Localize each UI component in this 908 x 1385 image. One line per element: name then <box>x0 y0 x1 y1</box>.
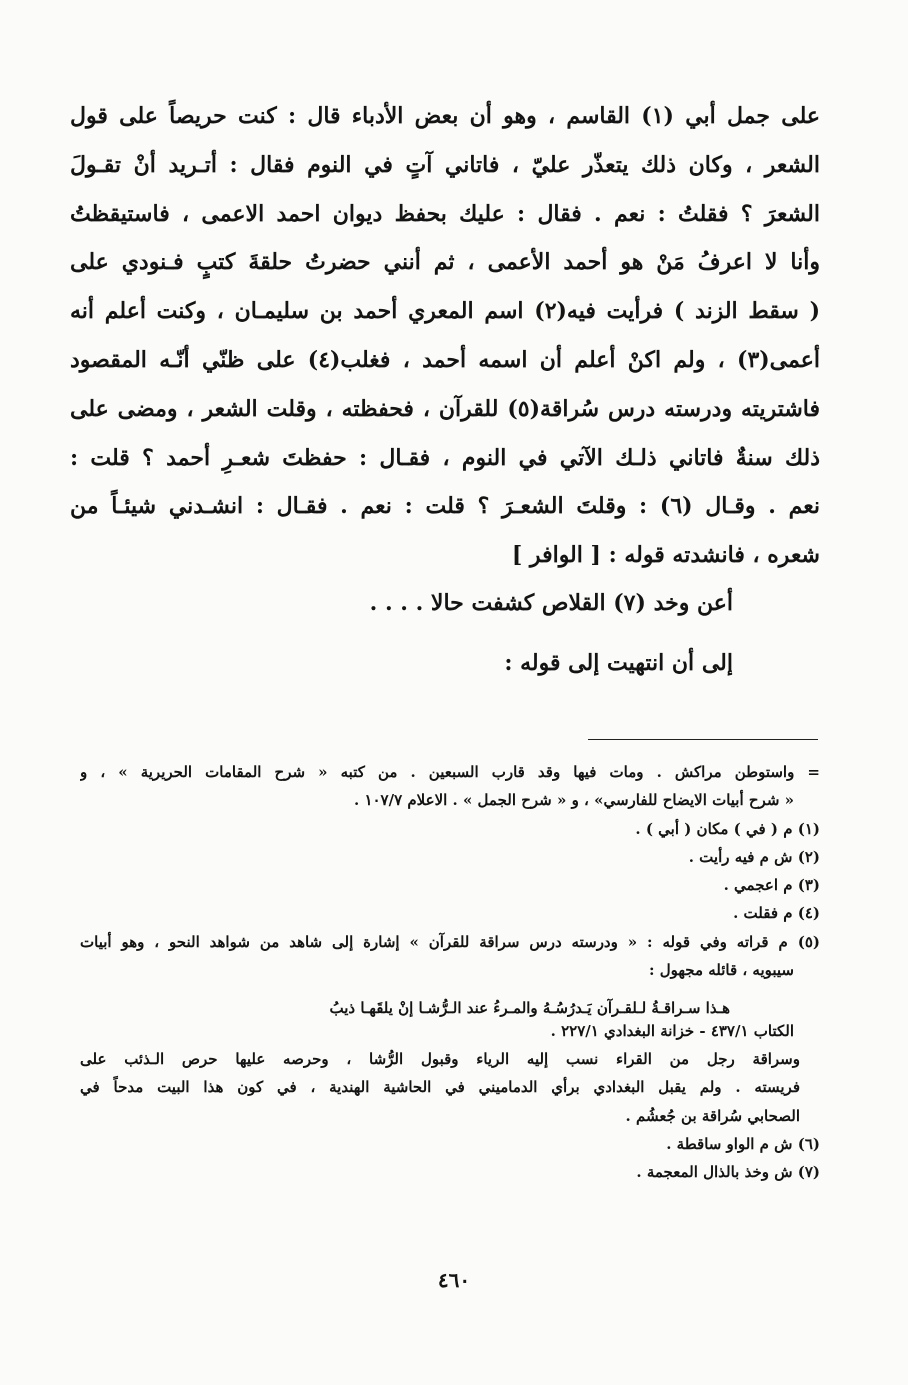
text-line: الشعرَ ؟ فقلتُ : نعم . فقال : عليك بحفظ ديوان احمد الاعمى ، فاستيقظتُ <box>70 200 820 227</box>
footnote-4: (٤) م فقلت . <box>733 904 820 923</box>
footnote-continuation: « شرح أبيات الايضاح للفارسي» ، و « شرح الجمل » . الاعلام ١٠٧/٧ . <box>353 791 794 810</box>
footnote-1: (١) م ( في ) مكان ( أبي ) . <box>635 819 820 838</box>
text-line: فاشتريته ودرسته درس سُراقة(٥) للقرآن ، فحفظته ، وقلت الشعر ، ومضى على <box>70 395 820 422</box>
footnote-continuation: = واستوطن مراكش . ومات فيها وقد قارب السبعين . من كتبه « شرح المقامات الحريرية » ، و <box>80 763 820 781</box>
text-line: على جمل أبي (١) القاسم ، وهو أن بعض الأدباء قال : كنت حريصاً على قول <box>70 103 820 129</box>
footnotes <box>80 758 820 1186</box>
page-number: ٤٦٠ <box>437 1268 471 1292</box>
text-line: الشعر ، وكان ذلك يتعذّر عليّ ، فاتاني آتٍ في النوم فقال : أتـريد أنْ تقـولَ <box>70 151 820 178</box>
main-text <box>70 92 820 580</box>
footnote-5-line: وسراقة رجل من القراء نسب إليه الرياء وقبول الرُّشا ، وحرصه عليها حرص الـذئب على <box>80 1049 800 1068</box>
footnote-5-line: الصحابي سُراقة بن جُعشُم . <box>625 1106 800 1125</box>
verse-line: إلى أن انتهيت إلى قوله : <box>504 650 733 676</box>
footnote-6: (٦) ش م الواو ساقطة . <box>666 1134 820 1153</box>
text-line: ( سقط الزند ) فرأيت فيه(٢) اسم المعري أحمد بن سليمـان ، وكنت أعلم أنه <box>70 298 820 325</box>
footnote-5-line: فريسته . ولم يقبل البغدادي برأي الدماميني في الحاشية الهندية ، في كون هذا البيت مدحاً في <box>80 1078 800 1097</box>
footnote-2: (٢) ش م فيه رأيت . <box>688 847 820 866</box>
footnote-divider <box>588 739 818 740</box>
footnote-5-line: سيبويه ، قائله مجهول : <box>648 961 794 980</box>
text-line: وأنا لا اعرفُ مَنْ هو أحمد الأعمى ، ثم أنني حضرتُ حلقةَ كتبٍ فـنودي على <box>70 249 820 276</box>
text-line: نعم . وقـال (٦) : وقلتَ الشعـرَ ؟ قلت : نعم . فقـال : انشـدني شيئـاً من <box>70 493 820 520</box>
footnote-3: (٣) م اعجمي . <box>723 876 820 895</box>
footnote-7: (٧) ش وخذ بالذال المعجمة . <box>636 1163 820 1182</box>
footnote-5-reference: الكتاب ٤٣٧/١ - خزانة البغدادي ٢٢٧/١ . <box>550 1021 794 1040</box>
poem-hemistich-left: والمـرءُ عند الـرُّشـا إنْ يلقَهـا ذيبُ <box>329 999 538 1018</box>
text-line: أعمى(٣) ، ولم اكنْ أعلم أن اسمه أحمد ، فغلب(٤) على ظنّي أنّـه المقصود <box>70 346 820 373</box>
text-line: شعره ، فانشدته قوله : [ الوافر ] <box>511 542 820 569</box>
text-line: ذلك سنةٌ فاتاني ذلـك الآتي في النوم ، فقـال : حفظتَ شعـرِ أحمد ؟ قلت : <box>70 444 820 471</box>
footnote-5: (٥) م قراته وفي قوله : « ودرسته درس سراقة للقرآن » إشارة إلى شاهد من شواهد النحو ، وهو أبيات <box>80 932 820 951</box>
poem-hemistich-right: هـذا سـراقـةُ لـلقـرآن يَـدرُسُـهُ <box>542 999 730 1018</box>
verse-line: أعن وخد (٧) القلاص كشفت حالا . . . . <box>369 590 733 616</box>
